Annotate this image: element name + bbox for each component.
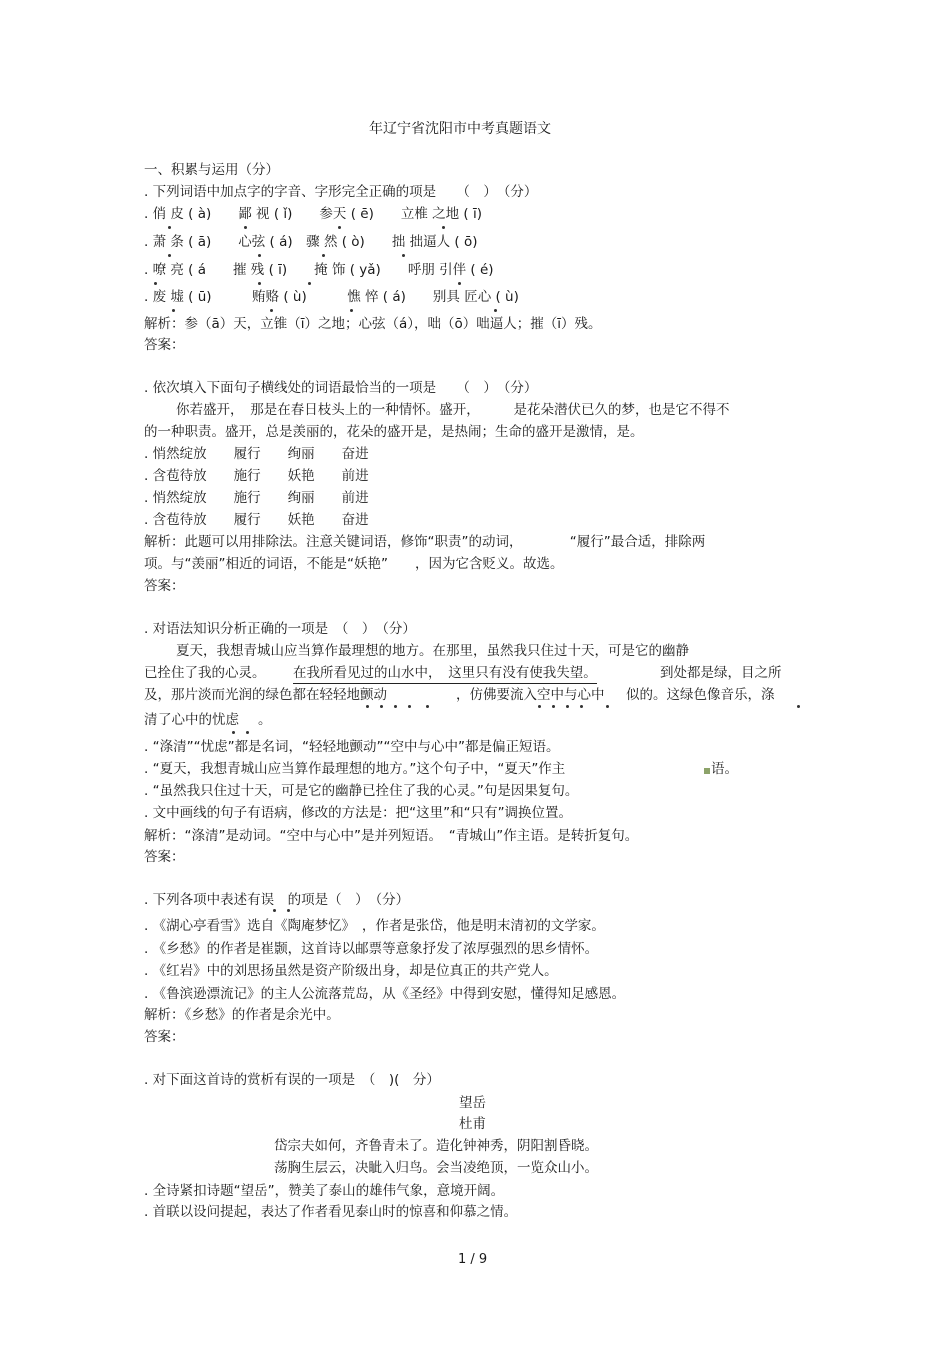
q4-option-b: . 《乡愁》的作者是崔颢，这首诗以邮票等意象抒发了浓厚强烈的思乡情怀。 — [144, 941, 599, 957]
poem-line-2: 荡胸生层云，决眦入归鸟。会当凌绝顶，一览众山小。 — [274, 1160, 598, 1176]
poem-author: 杜甫 — [459, 1116, 486, 1132]
q1-answer: 答案： — [144, 337, 185, 353]
q3-passage-line1: 夏天，我想青城山应当算作最理想的地方。在那里，虽然我只住过十天，可是它的幽静 — [176, 643, 689, 659]
emphasis-dot — [168, 254, 171, 257]
poem-line-1: 岱宗夫如何，齐鲁青未了。造化钟神秀，阴阳割昏晓。 — [274, 1138, 598, 1154]
q3-passage-line4b: 了心中的忧虑 — [158, 712, 239, 728]
q1-option-c: . 嘹 亮 ( á 摧 残 ( ī) 掩 饰 ( yǎ) 呼朋 引伴 ( é) — [144, 262, 494, 278]
section-heading: 一、积累与运用（分） — [144, 162, 279, 178]
emphasis-dot — [402, 254, 405, 257]
q3-option-b-tail — [704, 759, 738, 779]
q5-stem: . 对下面这首诗的赏析有误的一项是 （ )( 分） — [144, 1072, 440, 1088]
q4-answer: 答案： — [144, 1029, 185, 1045]
emphasis-dot — [552, 705, 555, 708]
q3-option-c: . “虽然我只住过十天，可是它的幽静已拴住了我的心灵。”句是因果复句。 — [144, 783, 579, 799]
emphasis-dot — [538, 705, 541, 708]
q2-option-c: . 悄然绽放 施行 绚丽 前进 — [144, 490, 369, 506]
emphasis-dot — [258, 254, 261, 257]
q4-analysis: 解析：《乡愁》的作者是余光中。 — [144, 1007, 340, 1023]
emphasis-dot — [244, 226, 247, 229]
q3-underlined-sentence: 在我所看见过的山水中， 这里只有没有使我失望。 — [293, 663, 597, 684]
emphasis-dot — [287, 909, 290, 912]
q3-answer: 答案： — [144, 849, 185, 865]
emphasis-dot — [232, 731, 235, 734]
q1-option-b: . 萧 条 ( ā) 心弦 ( á) 骤 然 ( ò) 拙 拙逼人 ( ō) — [144, 234, 478, 250]
q3-passage-line2c: 到处都是绿，目之所 — [660, 665, 782, 681]
q3-option-b-end: 语。 — [711, 761, 738, 777]
emphasis-dot — [380, 705, 383, 708]
emphasis-dot — [322, 254, 325, 257]
q4-option-c: . 《红岩》中的刘思扬虽然是资产阶级出身，却是位真正的共产党人。 — [144, 963, 558, 979]
page-number: 1 / 9 — [458, 1252, 488, 1267]
q3-option-b: . “夏天，我想青城山应当算作最理想的地方。”这个句子中，“夏天”作主 — [144, 761, 566, 777]
q3-passage-line2a: 已拴住了我的心灵。 — [144, 665, 266, 681]
emphasis-dot — [308, 282, 311, 285]
emphasis-dot — [606, 705, 609, 708]
q1-stem: . 下列词语中加点字的字音、字形完全正确的项是 （ ） （分） — [144, 184, 538, 200]
q3-passage-line3b: ，仿佛要流入空中与心中 — [456, 687, 605, 703]
q3-passage-line3a: 及，那片淡而光润的绿色都在轻轻地颤动 — [144, 687, 387, 703]
emphasis-dot — [580, 705, 583, 708]
emphasis-dot — [494, 309, 497, 312]
emphasis-dot — [168, 226, 171, 229]
q2-option-d: . 含苞待放 履行 妖艳 奋进 — [144, 512, 369, 528]
q2-answer: 答案： — [144, 578, 185, 594]
emphasis-dot — [273, 909, 276, 912]
q3-analysis: 解析：“涤清”是动词。“空中与心中”是并列短语。 “青城山”作主语。是转折复句。 — [144, 828, 639, 844]
emphasis-dot — [366, 705, 369, 708]
emphasis-dot — [350, 309, 353, 312]
q3-passage-line3c: 似的。这绿色像音乐，涤 — [626, 687, 775, 703]
q3-stem: . 对语法知识分析正确的一项是 （ ） （分） — [144, 621, 416, 637]
emphasis-dot — [442, 226, 445, 229]
q3-option-d: . 文中画线的句子有语病，修改的方法是：把“这里”和“只有”调换位置。 — [144, 805, 573, 821]
q1-analysis: 解析：参（ā）天，立锥（ī）之地；心弦（á），咄（ō）咄逼人；摧（ī）残。 — [144, 316, 602, 332]
q2-passage-line1: 你若盛开， 那是在春日枝头上的一种情怀。盛开， 是花朵潜伏已久的梦，也是它不得不 — [176, 402, 730, 418]
q3-option-a: . “涤清”“忧虑”都是名词，“轻轻地颤动”“空中与心中”都是偏正短语。 — [144, 739, 560, 755]
q2-passage-line2: 的一种职责。盛开，总是羡丽的，花朵的盛开是，是热闹；生命的盛开是激情，是。 — [144, 424, 644, 440]
q1-option-a: . 俏 皮 ( à) 鄙 视 ( ǐ) 参天 ( ē) 立椎 之地 ( ī) — [144, 206, 483, 222]
q5-option-a: . 全诗紧扣诗题“望岳”，赞美了泰山的雄伟气象，意境开阔。 — [144, 1183, 505, 1199]
emphasis-dot — [246, 731, 249, 734]
q3-passage-line4c: 。 — [258, 712, 272, 728]
emphasis-dot — [797, 705, 800, 708]
highlight-mark — [704, 768, 710, 774]
q2-stem: . 依次填入下面句子横线处的词语最恰当的一项是 （ ） （分） — [144, 380, 538, 396]
emphasis-dot — [172, 309, 175, 312]
q4-stem: . 下列各项中表述有误 的项是（ ） （分） — [144, 892, 410, 908]
emphasis-dot — [458, 282, 461, 285]
emphasis-dot — [394, 705, 397, 708]
q4-option-d: . 《鲁滨逊漂流记》的主人公流落荒岛，从《圣经》中得到安慰，懂得知足感恩。 — [144, 986, 626, 1002]
document-title: 年辽宁省沈阳市中考真题语文 — [369, 121, 551, 137]
q2-option-a: . 悄然绽放 履行 绚丽 奋进 — [144, 446, 369, 462]
q2-option-b: . 含苞待放 施行 妖艳 前进 — [144, 468, 369, 484]
q5-option-b: . 首联以设问提起，表达了作者看见泰山时的惊喜和仰慕之情。 — [144, 1204, 518, 1220]
emphasis-dot — [258, 282, 261, 285]
emphasis-dot — [408, 705, 411, 708]
q2-analysis-line1: 解析：此题可以用排除法。注意关键词语，修饰“职责”的动词， “履行”最合适，排除两 — [144, 534, 706, 550]
emphasis-dot — [338, 226, 341, 229]
emphasis-dot — [566, 705, 569, 708]
q4-option-a: . 《湖心亭看雪》选自《陶庵梦忆》 ，作者是张岱，他是明末清初的文学家。 — [144, 918, 605, 934]
q1-option-d: . 废 墟 ( ū) 贿赂 ( ù) 憔 悴 ( á) 别具 匠心 ( ù) — [144, 289, 519, 305]
q2-analysis-line2: 项。与“羡丽”相近的词语，不能是“妖艳” ，因为它含贬义。故选。 — [144, 556, 564, 572]
poem-title: 望岳 — [459, 1095, 486, 1111]
emphasis-dot — [270, 309, 273, 312]
emphasis-dot — [154, 282, 157, 285]
q3-passage-line4a: 清 — [144, 712, 158, 728]
emphasis-dot — [426, 705, 429, 708]
